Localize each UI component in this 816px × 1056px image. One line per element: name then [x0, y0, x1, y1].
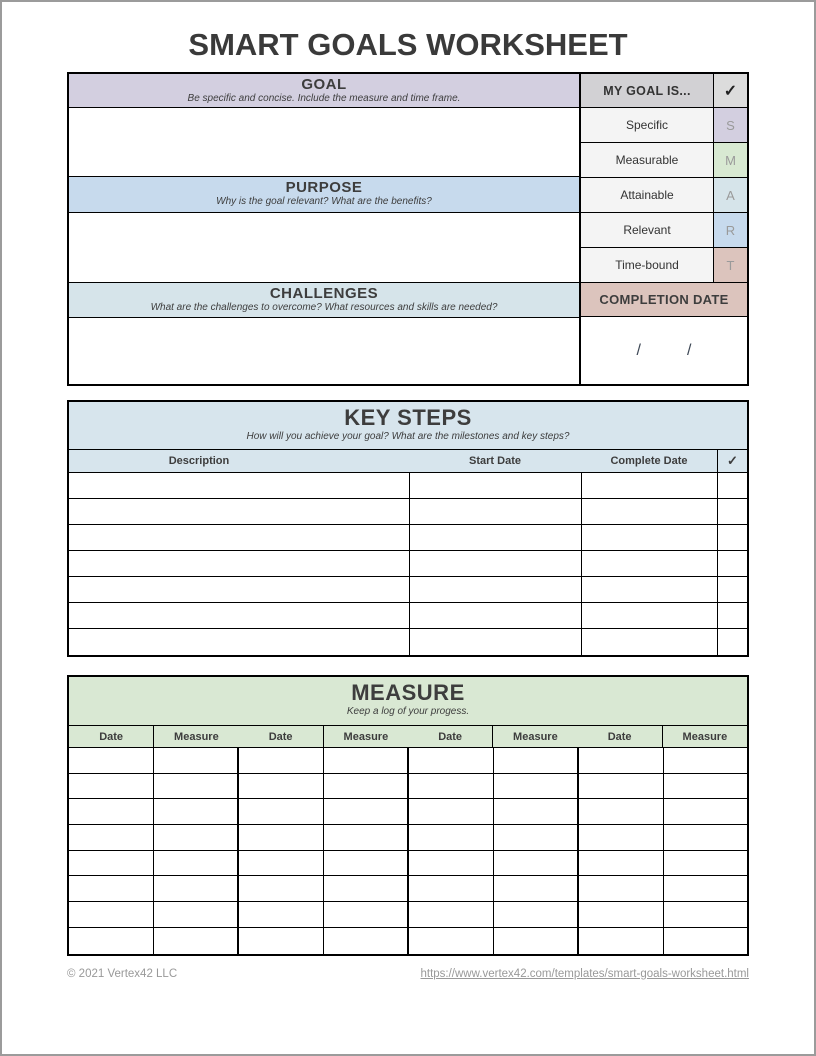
key-step-description-cell[interactable] — [69, 629, 409, 655]
key-step-complete-date-cell[interactable] — [581, 603, 717, 628]
measure-column-header: Measure — [492, 726, 577, 747]
smart-letter-checkbox[interactable]: T — [713, 248, 747, 282]
measure-row — [69, 774, 747, 800]
measure-date-cell[interactable] — [407, 902, 493, 927]
key-step-row — [69, 551, 747, 577]
measure-date-cell[interactable] — [237, 748, 323, 773]
key-step-check-cell[interactable] — [717, 525, 747, 550]
key-step-complete-date-cell[interactable] — [581, 473, 717, 498]
key-step-description-cell[interactable] — [69, 473, 409, 498]
smart-criterion-label: Relevant — [581, 213, 713, 247]
measure-title: MEASURE — [351, 680, 465, 705]
measure-value-cell[interactable] — [493, 876, 578, 901]
measure-date-cell[interactable] — [577, 825, 663, 850]
measure-table — [67, 675, 749, 956]
measure-row — [69, 825, 747, 851]
key-steps-subtitle: How will you achieve your goal? What are the milestones and key steps? — [246, 431, 570, 442]
key-step-row — [69, 629, 747, 655]
page-title: SMART GOALS WORKSHEET — [188, 27, 628, 62]
challenges-section-title: CHALLENGES — [269, 285, 379, 302]
measure-column-header: Date — [99, 730, 124, 743]
key-step-description-cell[interactable] — [69, 499, 409, 524]
smart-criterion-label: Time-bound — [581, 248, 713, 282]
measure-row — [69, 748, 747, 774]
measure-column-header: Date — [607, 730, 632, 743]
measure-date-cell[interactable] — [577, 748, 663, 773]
completion-date-header: COMPLETION DATE — [581, 283, 747, 317]
key-steps-header — [69, 402, 747, 450]
measure-value-cell[interactable] — [493, 748, 578, 773]
purpose-section-header — [69, 176, 579, 213]
key-steps-title: KEY STEPS — [344, 405, 472, 430]
measure-value-cell[interactable] — [323, 799, 408, 824]
smart-row — [581, 178, 747, 213]
copyright-text: © 2021 Vertex42 LLC — [67, 967, 178, 980]
measure-value-cell[interactable] — [663, 928, 748, 954]
measure-value-cell[interactable] — [323, 825, 408, 850]
measure-date-cell[interactable] — [407, 774, 493, 799]
smart-row — [581, 143, 747, 178]
measure-row — [69, 799, 747, 825]
measure-value-cell[interactable] — [493, 825, 578, 850]
smart-letter-checkbox[interactable]: A — [713, 178, 747, 212]
smart-letter-checkbox[interactable]: R — [713, 213, 747, 247]
measure-date-cell[interactable] — [407, 851, 493, 876]
key-step-row — [69, 473, 747, 499]
check-icon: ✓ — [713, 74, 747, 107]
key-step-complete-date-cell[interactable] — [581, 525, 717, 550]
measure-value-cell[interactable] — [153, 799, 238, 824]
measure-date-cell[interactable] — [69, 876, 153, 901]
measure-value-cell[interactable] — [323, 851, 408, 876]
key-step-check-cell[interactable] — [717, 629, 747, 655]
key-step-complete-date-cell[interactable] — [581, 577, 717, 602]
measure-subtitle: Keep a log of your progess. — [346, 706, 470, 717]
key-step-complete-date-cell[interactable] — [581, 551, 717, 576]
measure-value-cell[interactable] — [153, 825, 238, 850]
my-goal-is-label: MY GOAL IS... — [581, 74, 713, 107]
measure-row — [69, 876, 747, 902]
key-steps-table — [67, 400, 749, 657]
template-url-link[interactable]: https://www.vertex42.com/templates/smart-goals-worksheet.html — [420, 967, 749, 980]
smart-row — [581, 213, 747, 248]
measure-date-cell[interactable] — [577, 902, 663, 927]
key-step-check-cell[interactable] — [717, 499, 747, 524]
smart-criterion-label: Specific — [581, 108, 713, 142]
measure-value-cell[interactable] — [493, 774, 578, 799]
key-steps-column-headers — [69, 450, 747, 473]
measure-value-cell[interactable] — [153, 748, 238, 773]
smart-row — [581, 108, 747, 143]
measure-date-cell[interactable] — [237, 928, 323, 954]
smart-checklist-header — [581, 74, 747, 108]
measure-date-cell[interactable] — [237, 851, 323, 876]
key-step-row — [69, 577, 747, 603]
measure-column-header: Measure — [323, 726, 408, 747]
key-steps-rows — [69, 473, 747, 655]
key-step-start-date-cell[interactable] — [409, 629, 581, 655]
measure-date-cell[interactable] — [69, 748, 153, 773]
measure-date-cell[interactable] — [407, 876, 493, 901]
smart-letter-checkbox[interactable]: S — [713, 108, 747, 142]
goal-table — [67, 72, 749, 386]
measure-date-cell[interactable] — [69, 928, 153, 954]
measure-date-cell[interactable] — [407, 748, 493, 773]
measure-value-cell[interactable] — [323, 774, 408, 799]
measure-date-cell[interactable] — [577, 799, 663, 824]
measure-date-cell[interactable] — [577, 774, 663, 799]
key-step-start-date-cell[interactable] — [409, 551, 581, 576]
measure-row — [69, 928, 747, 954]
measure-value-cell[interactable] — [493, 928, 578, 954]
key-step-start-date-cell[interactable] — [409, 473, 581, 498]
measure-value-cell[interactable] — [663, 799, 748, 824]
measure-date-cell[interactable] — [69, 774, 153, 799]
smart-criterion-label: Measurable — [581, 143, 713, 177]
smart-checklist — [581, 74, 747, 384]
measure-value-cell[interactable] — [153, 774, 238, 799]
measure-date-cell[interactable] — [237, 902, 323, 927]
key-step-check-cell[interactable] — [717, 473, 747, 498]
measure-column-headers — [69, 726, 747, 748]
key-step-row — [69, 499, 747, 525]
measure-value-cell[interactable] — [153, 928, 238, 954]
key-step-check-cell[interactable] — [717, 551, 747, 576]
key-step-check-cell[interactable] — [717, 603, 747, 628]
page-footer — [67, 968, 749, 980]
key-step-start-date-cell[interactable] — [409, 577, 581, 602]
key-step-start-date-cell[interactable] — [409, 525, 581, 550]
measure-value-cell[interactable] — [663, 748, 748, 773]
column-header-start-date: Start Date — [469, 455, 521, 467]
key-step-start-date-cell[interactable] — [409, 499, 581, 524]
measure-date-cell[interactable] — [407, 825, 493, 850]
smart-letter-checkbox[interactable]: M — [713, 143, 747, 177]
measure-value-cell[interactable] — [663, 851, 748, 876]
measure-row — [69, 851, 747, 877]
measure-value-cell[interactable] — [323, 902, 408, 927]
smart-criterion-label: Attainable — [581, 178, 713, 212]
key-step-start-date-cell[interactable] — [409, 603, 581, 628]
measure-date-cell[interactable] — [69, 825, 153, 850]
key-step-description-cell[interactable] — [69, 577, 409, 602]
measure-date-cell[interactable] — [577, 851, 663, 876]
measure-value-cell[interactable] — [323, 748, 408, 773]
challenges-section-subtitle: What are the challenges to overcome? What resources and skills are needed? — [150, 302, 498, 313]
key-step-row — [69, 603, 747, 629]
purpose-section-subtitle: Why is the goal relevant? What are the benefits? — [216, 196, 432, 207]
measure-column-header: Date — [268, 730, 293, 743]
measure-value-cell[interactable] — [323, 876, 408, 901]
measure-value-cell[interactable] — [663, 902, 748, 927]
measure-value-cell[interactable] — [153, 902, 238, 927]
date-slash-separator: / — [636, 341, 641, 359]
measure-date-cell[interactable] — [237, 774, 323, 799]
key-step-description-cell[interactable] — [69, 551, 409, 576]
smart-rows — [581, 108, 747, 283]
goal-table-left — [69, 74, 581, 384]
measure-value-cell[interactable] — [493, 902, 578, 927]
key-step-complete-date-cell[interactable] — [581, 629, 717, 655]
column-header-complete-date: Complete Date — [610, 455, 688, 467]
measure-header — [69, 677, 747, 726]
key-step-description-cell[interactable] — [69, 603, 409, 628]
measure-value-cell[interactable] — [493, 851, 578, 876]
purpose-input[interactable] — [69, 213, 579, 282]
measure-value-cell[interactable] — [663, 774, 748, 799]
key-step-description-cell[interactable] — [69, 525, 409, 550]
goal-input[interactable] — [69, 108, 579, 176]
measure-value-cell[interactable] — [663, 876, 748, 901]
measure-date-cell[interactable] — [237, 825, 323, 850]
measure-value-cell[interactable] — [153, 851, 238, 876]
smart-row — [581, 248, 747, 283]
completion-date-field[interactable] — [581, 317, 747, 384]
column-header-description: Description — [168, 455, 230, 467]
key-step-check-cell[interactable] — [717, 577, 747, 602]
challenges-input[interactable] — [69, 318, 579, 384]
challenges-section-header — [69, 282, 579, 318]
measure-row — [69, 902, 747, 928]
measure-column-header: Date — [438, 730, 463, 743]
key-step-row — [69, 525, 747, 551]
measure-date-cell[interactable] — [69, 902, 153, 927]
measure-column-header: Measure — [662, 726, 747, 747]
measure-date-cell[interactable] — [577, 876, 663, 901]
measure-column-header: Measure — [153, 726, 238, 747]
goal-section-header — [69, 74, 579, 108]
goal-section-title: GOAL — [301, 76, 347, 93]
measure-date-cell[interactable] — [407, 799, 493, 824]
measure-date-cell[interactable] — [237, 876, 323, 901]
measure-date-cell[interactable] — [69, 851, 153, 876]
key-step-complete-date-cell[interactable] — [581, 499, 717, 524]
measure-value-cell[interactable] — [663, 825, 748, 850]
column-header-check-icon: ✓ — [717, 450, 747, 472]
measure-value-cell[interactable] — [153, 876, 238, 901]
measure-date-cell[interactable] — [577, 928, 663, 954]
measure-date-cell[interactable] — [69, 799, 153, 824]
measure-rows — [69, 748, 747, 954]
measure-date-cell[interactable] — [407, 928, 493, 954]
measure-date-cell[interactable] — [237, 799, 323, 824]
measure-value-cell[interactable] — [493, 799, 578, 824]
purpose-section-title: PURPOSE — [285, 179, 363, 196]
goal-section-subtitle: Be specific and concise. Include the measure and time frame. — [187, 93, 461, 104]
date-slash-separator: / — [687, 341, 692, 359]
measure-value-cell[interactable] — [323, 928, 408, 954]
